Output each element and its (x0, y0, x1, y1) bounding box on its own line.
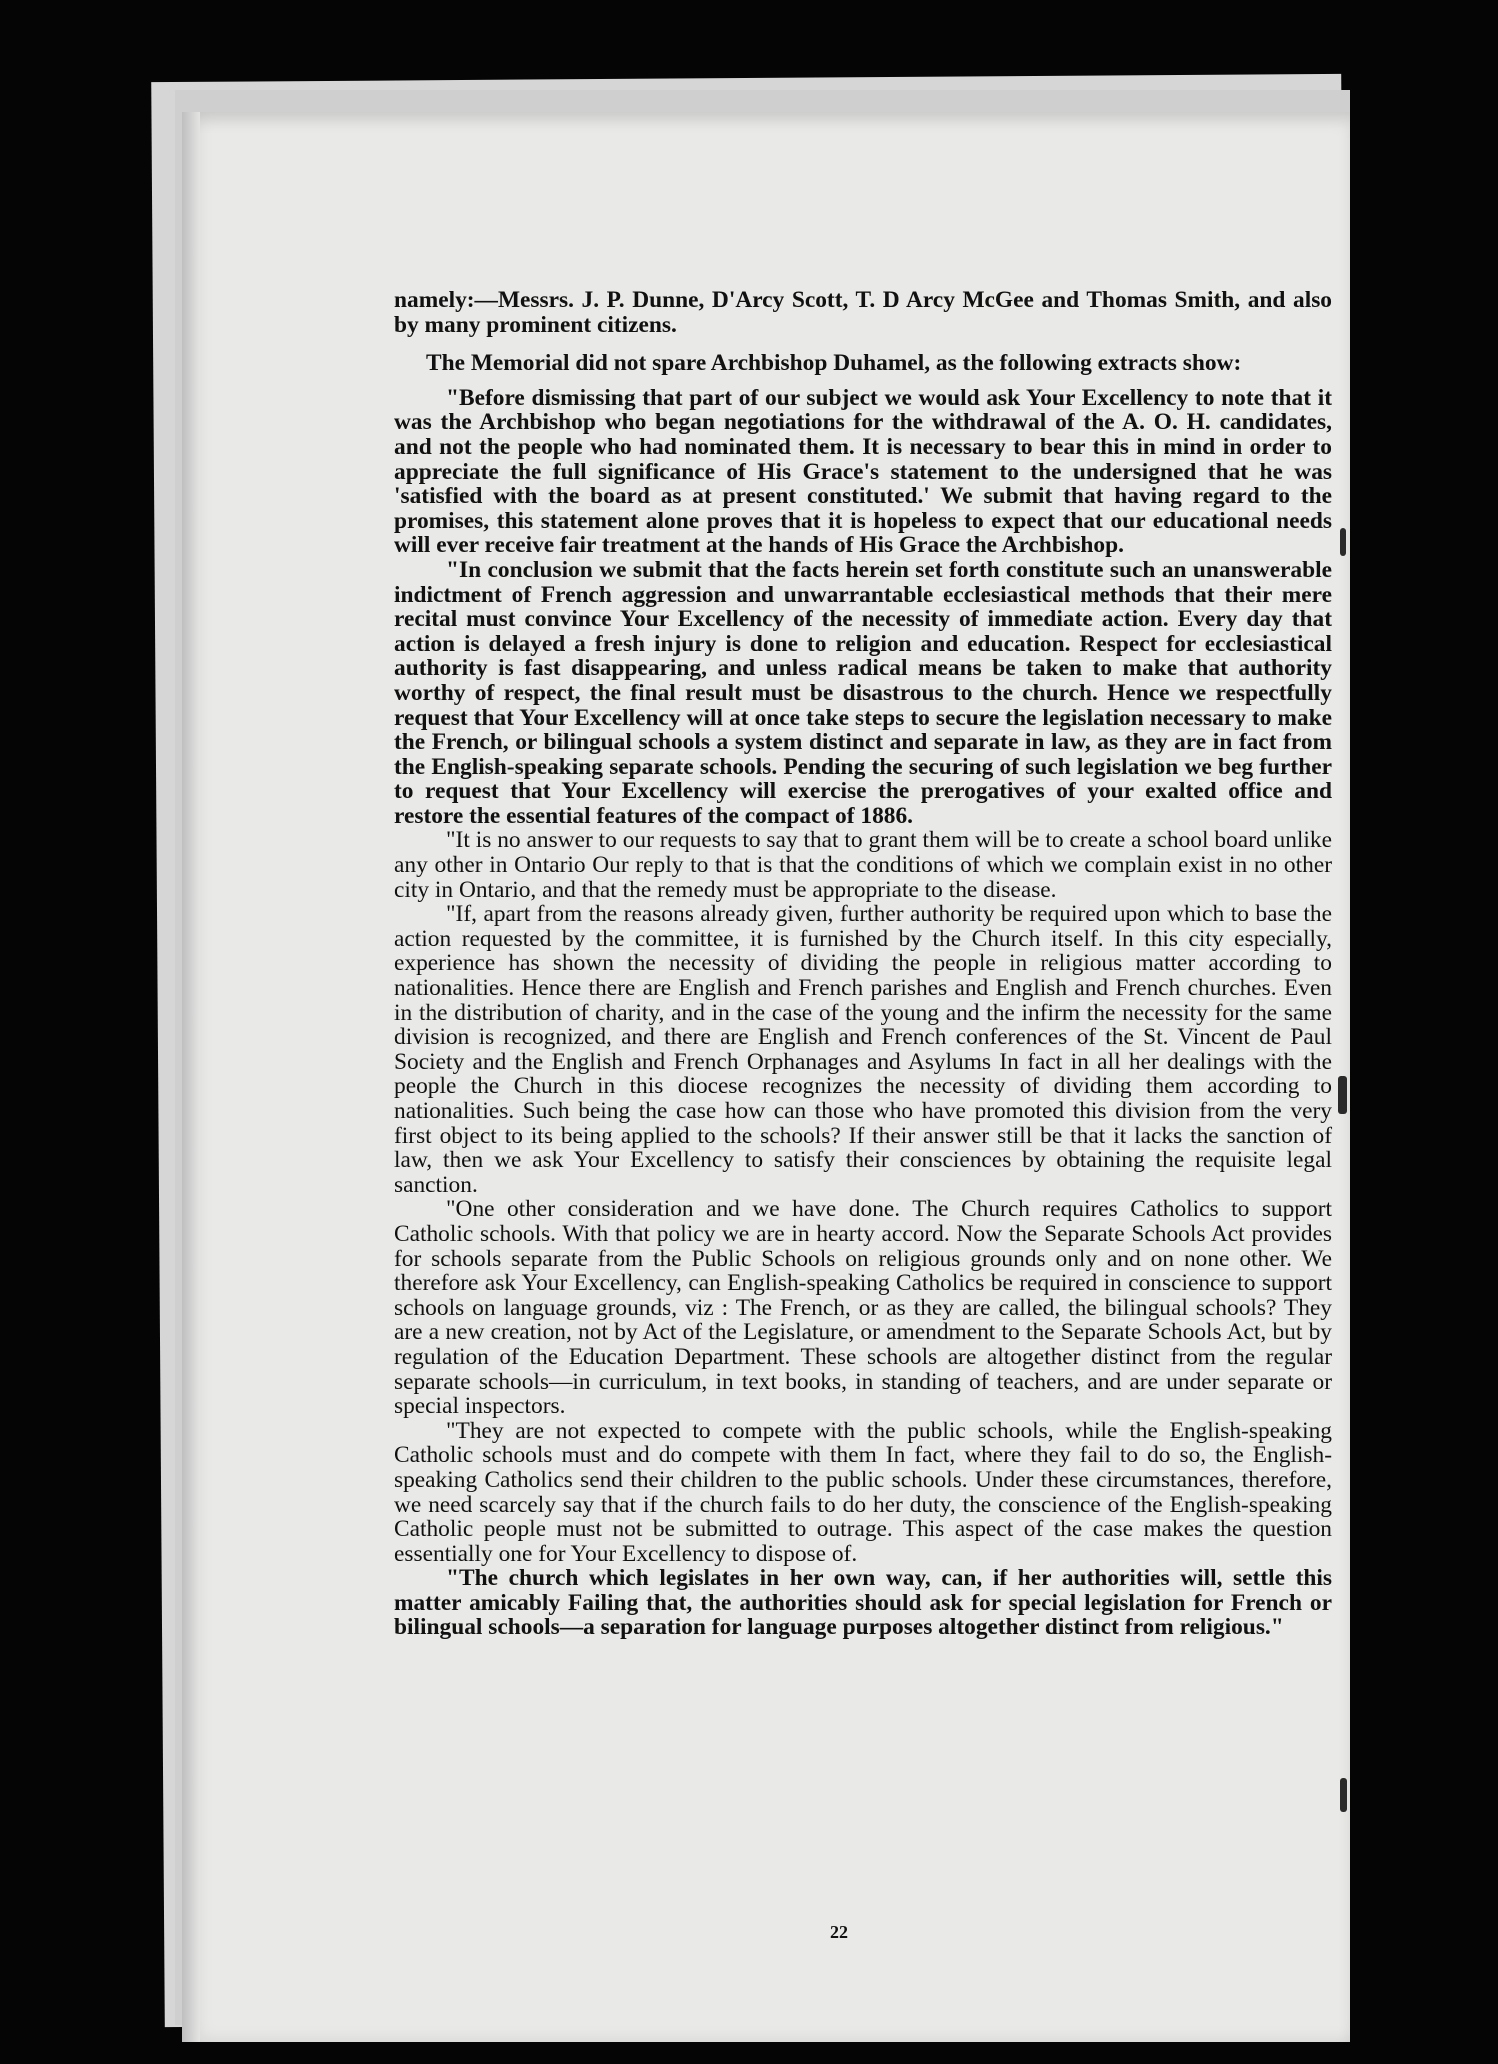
quote-paragraph-3: "It is no answer to our requests to say that to grant them will be to create a school board unlike any other in Ontario Our reply to that is that the conditions of which we complain exist in no other city in Ontario, and that the remedy must be appropriate to the disease. (394, 827, 1332, 903)
intro-paragraph: namely:—Messrs. J. P. Dunne, D'Arcy Scott, T. D Arcy McGee and Thomas Smith, and also by many prominent citizens. (394, 287, 1332, 338)
margin-mark-middle (1338, 1076, 1347, 1114)
quote-paragraph-6: "They are not expected to compete with the public schools, while the English-speaking Catholic schools must and do compete with them In fact, where they fail to do so, the English-speaking Catholics send their children to the public schools. Under these circumstances, therefore, we need scarcely say that if the church fails to do her duty, the conscience of the English-speaking Catholic people must not be submitted to outrage. This aspect of the case makes the question essentially one for Your Excellency to dispose of. (394, 1417, 1332, 1567)
page-number: 22 (830, 1922, 848, 1942)
margin-mark-bottom (1340, 1778, 1347, 1812)
memorial-intro-paragraph: The Memorial did not spare Archbishop Duhamel, as the following extracts show: (426, 350, 1242, 377)
quote-paragraph-1: "Before dismissing that part of our subject we would ask Your Excellency to note that it was the Archbishop who began negotiations for the withdrawal of the A. O. H. candidates, and not the people who had nominated them. It is necessary to bear this in mind in order to appreciate the full significance of His Grace's statement to the undersigned that he was 'satisfied with the board as at present constituted.' We submit that having regard to the promises, this statement alone proves that it is hopeless to expect that our educational needs will ever receive fair treatment at the hands of His Grace the Archbishop. (394, 384, 1332, 559)
page-binding-shadow (182, 112, 200, 2042)
quote-paragraph-2: "In conclusion we submit that the facts herein set forth constitute such an unanswerable indictment of French aggression and unwarrantable ecclesiastical methods that their mere recital must convince Your Excellency of the necessity of immediate action. Every day that action is delayed a fresh injury is done to religion and education. Respect for ecclesiastical authority is fast disappearing, and unless radical means be taken to make that authority worthy of respect, the final result must be disastrous to the church. Hence we respectfully request that Your Excellency will at once take steps to secure the legislation necessary to make the French, or bilingual schools a system distinct and separate in law, as they are in fact from the English-speaking separate schools. Pending the securing of such legislation we beg further to request that Your Excellency will exercise the prerogatives of your exalted office and restore the essential features of the compact of 1886. (394, 556, 1332, 829)
quote-paragraph-4: "If, apart from the reasons already given, further authority be required upon which to base the action requested by the committee, it is furnished by the Church itself. In this city especially, experience has shown the necessity of dividing the people in religious matter according to nationalities. Hence there are English and French parishes and English and French churches. Even in the distribution of charity, and in the case of the young and the infirm the necessity for the same division is recognized, and there are English and French conferences of the St. Vincent de Paul Society and the English and French Orphanages and Asylums In fact in all her dealings with the people the Church in this diocese recognizes the necessity of dividing them according to nationalities. Such being the case how can those who have promoted this division from the very first object to its being applied to the schools? If their answer still be that it lacks the sanction of law, then we ask Your Excellency to satisfy their consciences by obtaining the requisite legal sanction. (394, 901, 1332, 1198)
quote-paragraph-5: "One other consideration and we have done. The Church requires Catholics to support Catholic schools. With that policy we are in hearty accord. Now the Separate Schools Act provides for schools separate from the Public Schools on religious grounds only and on none other. We therefore ask Your Excellency, can English-speaking Catholics be required in conscience to support schools on language grounds, viz : The French, or as they are called, the bilingual schools? They are a new creation, not by Act of the Legislature, or amendment to the Separate Schools Act, but by regulation of the Education Department. These schools are altogether distinct from the regular separate schools—in curriculum, in text books, in standing of teachers, and are under separate or special inspectors. (394, 1196, 1332, 1420)
quote-paragraph-7: "The church which legislates in her own way, can, if her authorities will, settle this matter amicably Failing that, the authorities should ask for special legislation for French or bilingual schools—a separation for language purposes altogether distinct from religious." (394, 1565, 1332, 1641)
document-body-text (394, 288, 1332, 1640)
scanner-background (1350, 0, 1498, 2064)
margin-mark-top (1340, 528, 1346, 556)
